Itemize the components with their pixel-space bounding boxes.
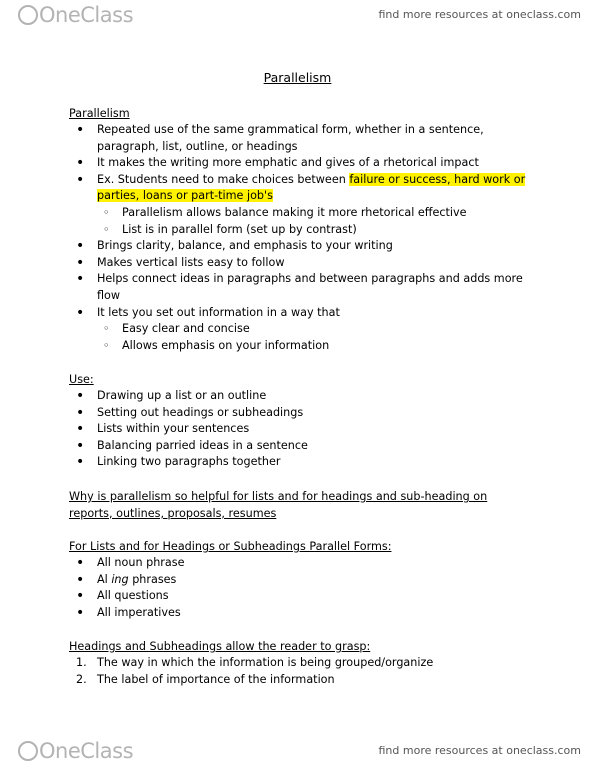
list-item: • All questions [0, 588, 595, 605]
list-item: • Makes vertical lists easy to follow [0, 255, 595, 272]
oneclass-logo[interactable] [18, 3, 133, 27]
section-heading-grasp: Headings and Subheadings allow the reader to grasp: [69, 640, 371, 653]
oneclass-logo[interactable] [18, 739, 133, 763]
list-item: • Setting out headings or subheadings [0, 405, 595, 422]
list-item: • Linking two paragraphs together [0, 454, 595, 471]
list-item: • Lists within your sentences [0, 421, 595, 438]
list-item: ◦ Parallelism allows balance making it more rhetorical effective [0, 205, 595, 222]
section-heading-parallelism: Parallelism [69, 107, 130, 120]
page-footer [0, 736, 595, 766]
list-item: • All noun phrase [0, 555, 595, 572]
logo-circle-icon [18, 741, 38, 761]
list-item: • It makes the writing more emphatic and gives of a rhetorical impact [0, 155, 595, 172]
list-item: • All imperatives [0, 605, 595, 622]
logo-circle-icon [18, 5, 38, 25]
section-heading-why: Why is parallelism so helpful for lists and for headings and sub-heading on reports, outlines, proposals, resumes [69, 490, 488, 520]
list-item: • Al ing phrases [0, 572, 595, 589]
list-item: • Balancing parried ideas in a sentence [0, 438, 595, 455]
highlighted-text: failure or success, hard work or parties, loans or part-time job's [97, 172, 526, 203]
list-item: ◦ Allows emphasis on your information [0, 338, 595, 355]
list-item: 1. The way in which the information is being grouped/organize [76, 656, 434, 669]
list-item: ◦ List is in parallel form (set up by contrast) [0, 222, 595, 239]
parallelism-list [0, 122, 595, 354]
grasp-list [0, 655, 595, 688]
header-resources-link[interactable]: find more resources at oneclass.com [378, 8, 581, 21]
page-title: Parallelism [263, 70, 332, 85]
list-item: • Ex. Students need to make choices between failure or success, hard work or parties, loans or part-time job's [0, 172, 595, 205]
page-header [0, 0, 595, 30]
footer-resources-link[interactable]: find more resources at oneclass.com [378, 744, 581, 757]
list-item: ◦ Easy clear and concise [0, 321, 595, 338]
list-item: • It lets you set out information in a way that [0, 305, 595, 322]
list-item: 2. The label of importance of the information [76, 672, 335, 686]
section-heading-use: Use: [69, 373, 94, 386]
logo-text: OneClass [39, 3, 134, 27]
use-list [0, 388, 595, 471]
list-item: • Helps connect ideas in paragraphs and between paragraphs and adds more flow [0, 271, 595, 304]
logo-text: OneClass [39, 739, 134, 763]
list-item: • Brings clarity, balance, and emphasis to your writing [0, 238, 595, 255]
list-item: • Repeated use of the same grammatical form, whether in a sentence, paragraph, list, outline, or headings [0, 122, 595, 155]
parallel-forms-list [0, 555, 595, 621]
list-item: • Drawing up a list or an outline [0, 388, 595, 405]
section-heading-parallel-forms: For Lists and for Headings or Subheadings Parallel Forms: [69, 540, 392, 553]
